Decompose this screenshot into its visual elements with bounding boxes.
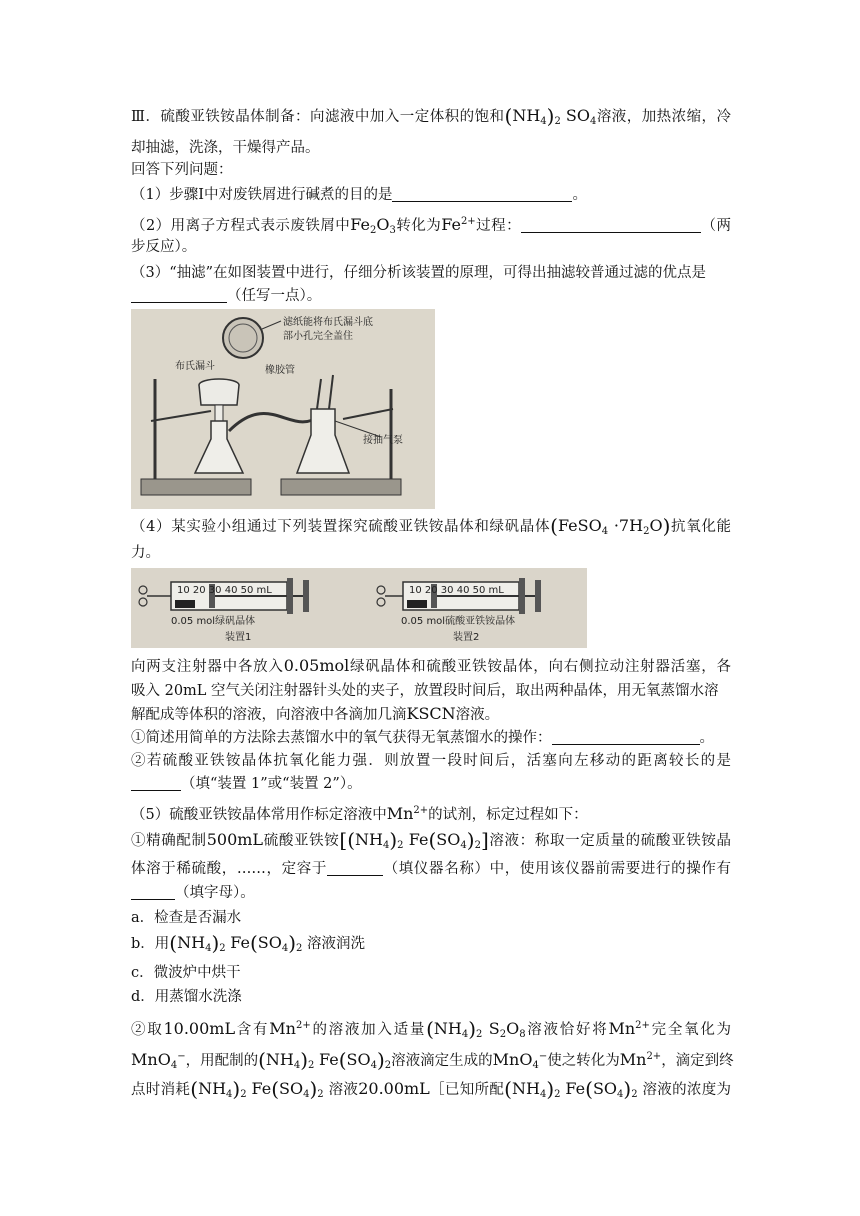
text: 绿矾晶体和硫酸亚铁铵晶体，向右侧拉动注射器活塞，各	[349, 659, 732, 675]
text: b．用	[131, 936, 170, 952]
text: 使之转化为	[547, 1053, 620, 1069]
answer-blank[interactable]	[552, 728, 700, 745]
text: ，滴定到终	[661, 1053, 734, 1069]
answer-blank[interactable]	[327, 859, 383, 876]
q4-body-line2: 吸入 20mL 空气关闭注射器针头处的夹子，放置段时间后，取出两种晶体，用无氧蒸馏水溶	[131, 683, 719, 699]
q4-item-2-line1: ②若硫酸亚铁铵晶体抗氧化能力强．则放置一段时间后，活塞向左移动的距离较长的是	[131, 753, 731, 769]
text: 。	[572, 187, 587, 203]
syringe2-scale: 10 20 30 40 50 mL	[409, 585, 504, 596]
q5-step2-line1: ②取10.00mL含有$Mn^{2+}$的溶液加入适量$(NH_4)_2$ $S_2O_8$溶液恰好将$Mn^{2+}$完全氧化为	[131, 1017, 732, 1041]
syringe2-name: 装置2	[453, 632, 480, 643]
text: 20.00mL	[358, 1079, 430, 1098]
figure1-funnel-label: 布氏漏斗	[175, 361, 215, 372]
text: 10.00mL	[163, 1019, 236, 1038]
text: KSCN	[406, 704, 456, 723]
q4-item-1	[131, 727, 731, 749]
text: 转化为	[395, 218, 442, 234]
answer-blank[interactable]	[392, 185, 572, 202]
figure1-note-1: 滤纸能将布氏漏斗底	[283, 317, 373, 328]
answer-blank[interactable]	[131, 286, 227, 303]
text: （任写一点）。	[227, 288, 322, 304]
intro-line: 回答下列问题：	[131, 162, 233, 178]
part3-line2: 却抽滤，洗涤，干燥得产品。	[131, 140, 320, 156]
text: （填字母）。	[175, 885, 255, 901]
option-d: d．用蒸馏水洗涤	[131, 989, 242, 1005]
q4-body-line3	[131, 703, 731, 726]
option-b: b．用$(NH_4)_2$ $Fe(SO_4)_2$ 溶液润洗	[131, 931, 365, 955]
q4-body-line1	[131, 655, 731, 678]
text: 。	[699, 730, 714, 746]
text: 溶液：称取一定质量的硫酸亚铁铵晶	[488, 833, 731, 849]
answer-blank[interactable]	[521, 216, 701, 233]
text: 的试剂，标定过程如下：	[428, 807, 588, 823]
q4-item-2-line2	[131, 773, 731, 795]
text: 0.05mol	[283, 656, 350, 675]
text: 含有	[235, 1022, 270, 1038]
option-c: c．微波炉中烘干	[131, 965, 241, 981]
text: 完全氧化为	[649, 1022, 732, 1038]
text: （5）硫酸亚铁铵晶体常用作标定溶液中	[131, 807, 387, 823]
text: Ⅲ．硫酸亚铁铵晶体制备：向滤液中加入一定体积的饱和	[131, 109, 505, 125]
text: （4）某实验小组通过下列装置探究硫酸亚铁铵晶体和绿矾晶体	[131, 519, 551, 535]
text: 解配成等体积的溶液，向溶液中各滴加几滴	[131, 707, 407, 723]
text: ［已知所配	[429, 1082, 505, 1098]
text: （2）用离子方程式表示废铁屑中	[131, 218, 351, 234]
figure1-note-2: 部小孔完全盖住	[283, 331, 353, 342]
answer-blank[interactable]	[131, 774, 181, 791]
text: 溶液，加热浓缩，冷	[596, 109, 732, 125]
text: 溶液润洗	[307, 936, 365, 952]
question-4-line2: 力。	[131, 545, 160, 561]
text: （填仪器名称）中，使用该仪器前需要进行的操作有	[383, 861, 732, 877]
text: （1）步骤Ⅰ中对废铁屑进行碱煮的目的是	[131, 187, 393, 203]
suction-filtration-figure	[131, 309, 435, 509]
question-3-line2	[131, 285, 731, 307]
question-2-line2: 步反应）。	[131, 239, 197, 255]
text: （填“装置 1”或“装置 2”）。	[181, 776, 362, 792]
text: 硫酸亚铁铵	[263, 833, 340, 849]
question-3-line1: （3）“抽滤”在如图装置中进行，仔细分析该装置的原理，可得出抽滤较普通过滤的优点是	[131, 265, 707, 281]
question-4-line1: （4）某实验小组通过下列装置探究硫酸亚铁铵晶体和绿矾晶体(FeSO$_4$ $\cdot 7H_2O$)抗氧化能	[131, 514, 732, 538]
text: ①简述用简单的方法除去蒸馏水中的氧气获得无氧蒸馏水的操作：	[131, 730, 552, 746]
syringe2-sample-label: 0.05 mol硫酸亚铁铵晶体	[401, 616, 516, 627]
answer-blank[interactable]	[131, 883, 175, 900]
text: ②取	[131, 1022, 164, 1038]
text: 溶液。	[455, 707, 500, 723]
figure1-pump-label: 接抽气泵	[363, 435, 403, 446]
text: 过程：	[475, 218, 522, 234]
syringe1-scale: 10 20 30 40 50 mL	[177, 585, 272, 596]
text: 体溶于稀硫酸，……，定容于	[131, 861, 328, 877]
syringe-figure	[131, 568, 587, 648]
text: 500mL	[206, 830, 264, 849]
text: 抗氧化能	[670, 519, 732, 535]
text: 点时消耗	[131, 1082, 191, 1098]
q5-step1-line2	[131, 858, 731, 880]
question-1	[131, 184, 731, 206]
text: 溶液恰好将	[525, 1022, 609, 1038]
text: （两	[701, 218, 732, 234]
text: ，用配制的	[185, 1053, 259, 1069]
option-a: a．检查是否漏水	[131, 910, 242, 926]
syringe1-name: 装置1	[225, 632, 252, 643]
text: ①精确配制	[131, 833, 207, 849]
text: 溶液滴定生成的	[391, 1053, 493, 1069]
text: 溶液	[328, 1082, 359, 1098]
q5-step2-line3: 点时消耗$(NH_4)_2$ $Fe(SO_4)_2$ 溶液20.00mL［已知所配$(NH_4)_2$ $Fe(SO_4)_2$ 溶液的浓度为	[131, 1077, 732, 1101]
syringe1-sample-label: 0.05 mol绿矾晶体	[171, 616, 256, 627]
text: 向两支注射器中各放入	[131, 659, 284, 675]
text: 的溶液加入适量	[310, 1022, 427, 1038]
figure1-tube-label: 橡胶管	[265, 365, 295, 376]
question-2-line1: （2）用离子方程式表示废铁屑中$Fe_2O_3$转化为$Fe^{2+}$过程： （两	[131, 215, 732, 236]
q5-step1-line1: ①精确配制500mL硫酸亚铁铵[$(NH_4)_2$ $Fe(SO_4)_2$]溶液：称取一定质量的硫酸亚铁铵晶	[131, 828, 731, 852]
part3-line1: Ⅲ．硫酸亚铁铵晶体制备：向滤液中加入一定体积的饱和$(NH_4)_2$ $SO_4$溶液，加热浓缩，冷	[131, 104, 732, 128]
q5-step1-line3	[131, 882, 731, 904]
q5-step2-line2: MnO$_4$−，用配制的$(NH_4)_2$ $Fe(SO_4)_2$溶液滴定生成的MnO$_4$−使之转化为$Mn^{2+}$，滴定到终	[131, 1048, 734, 1072]
question-5: （5）硫酸亚铁铵晶体常用作标定溶液中$Mn^{2+}$的试剂，标定过程如下：	[131, 804, 588, 823]
text: 溶液的浓度为	[642, 1082, 732, 1098]
